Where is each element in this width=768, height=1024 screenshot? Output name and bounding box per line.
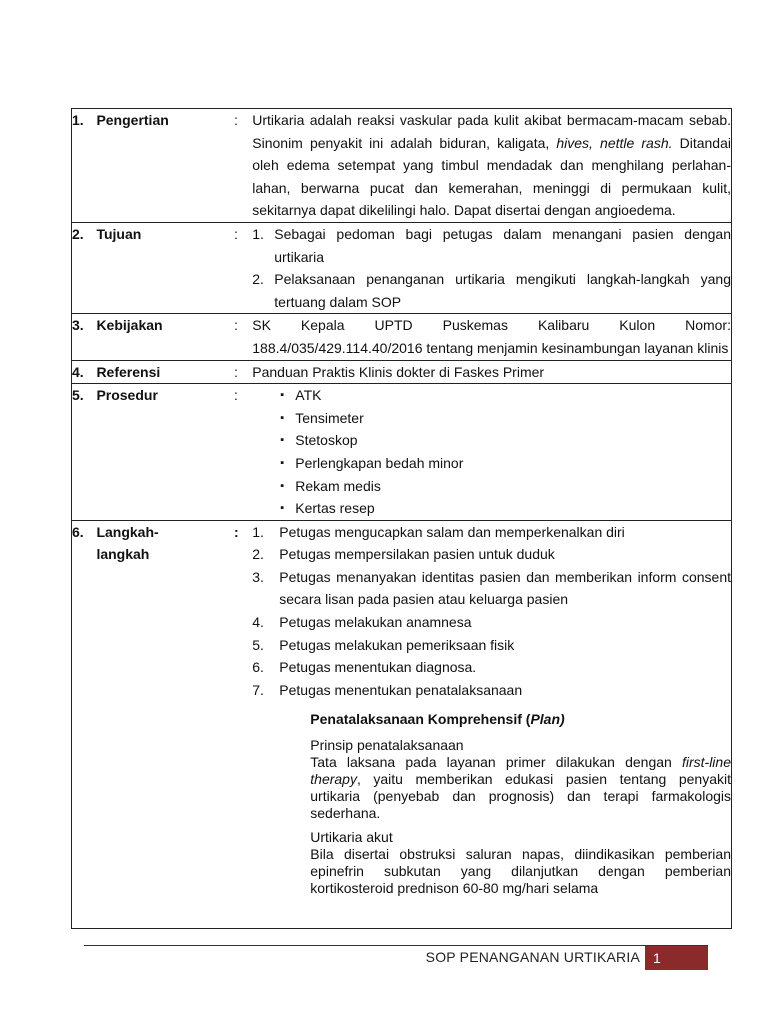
prinsip-text-b: , yaitu memberikan edukasi pasien tentang penyakit urtikaria (penyebab dan prognosis) dan terapi farmakologis sederhana. bbox=[310, 771, 731, 822]
row-colon: : bbox=[233, 363, 238, 380]
bullet-icon: ▪ bbox=[280, 389, 285, 402]
list-item-text: Sebagai pedoman bagi petugas dalam menangani pasien dengan urtikaria bbox=[274, 225, 731, 265]
list-item bbox=[278, 475, 731, 498]
row-colon: : bbox=[233, 112, 238, 128]
pengertian-text bbox=[252, 109, 731, 222]
penatalaksanaan-title-italic: Plan) bbox=[530, 711, 565, 728]
row-number: 1. bbox=[72, 112, 84, 128]
row-colon: : bbox=[233, 387, 238, 404]
row-prosedur bbox=[72, 384, 731, 521]
prinsip-heading: Prinsip penatalaksanaan bbox=[310, 737, 464, 754]
row-label-line1: Langkah- bbox=[96, 523, 159, 540]
bullet-icon: ▪ bbox=[280, 456, 285, 469]
list-item-number: 6. bbox=[252, 659, 264, 676]
row-label-line2: langkah bbox=[96, 546, 150, 563]
row-label: Referensi bbox=[96, 363, 161, 380]
row-number: 4. bbox=[72, 363, 84, 380]
list-item-text: Pelaksanaan penanganan urtikaria mengikuti langkah-langkah yang tertuang dalam SOP bbox=[274, 271, 731, 310]
bullet-icon: ▪ bbox=[280, 502, 285, 515]
row-kebijakan bbox=[72, 314, 731, 360]
list-item-number: 1. bbox=[252, 523, 264, 540]
list-item bbox=[252, 611, 731, 634]
list-item bbox=[278, 384, 731, 407]
akut-paragraph bbox=[310, 829, 731, 897]
footer-title: SOP PENANGANAN URTIKARIA bbox=[425, 949, 640, 965]
bullet-icon: ▪ bbox=[280, 434, 285, 447]
footer-divider bbox=[84, 945, 708, 946]
list-item-number: 3. bbox=[252, 568, 264, 585]
list-item-number: 2. bbox=[252, 546, 264, 563]
list-item-number: 7. bbox=[252, 681, 264, 698]
list-item-text: Petugas mempersilakan pasien untuk duduk bbox=[279, 546, 555, 563]
row-referensi bbox=[72, 360, 731, 384]
row-label bbox=[96, 520, 234, 904]
list-item-number: 4. bbox=[252, 614, 264, 631]
list-item bbox=[252, 543, 731, 566]
kebijakan-text: SK Kepala UPTD Puskemas Kalibaru Kulon Nomor: 188.4/035/429.114.40/2016 tentang menjamin kesinambungan layanan klinis bbox=[252, 317, 731, 356]
list-item-number: 5. bbox=[252, 636, 264, 653]
bullet-icon: ▪ bbox=[280, 411, 285, 424]
langkah-list bbox=[252, 521, 731, 702]
row-label: Kebijakan bbox=[96, 317, 163, 334]
list-item-number: 1. bbox=[252, 225, 264, 242]
row-tujuan bbox=[72, 222, 731, 313]
list-item bbox=[252, 634, 731, 657]
list-item bbox=[252, 656, 731, 679]
row-colon: : bbox=[233, 317, 238, 334]
list-item-text: Petugas melakukan pemeriksaan fisik bbox=[279, 636, 515, 653]
list-item-text: Stetoskop bbox=[295, 432, 358, 449]
list-item-text: Petugas menanyakan identitas pasien dan memberikan inform consent secara lisan pada pasien atau keluarga pasien bbox=[279, 568, 731, 608]
pengertian-text-b: Ditandai oleh edema setempat yang timbul mendadak dan menghilang perlahan-lahan, berwarna pucat dan kemerahan, meninggi di permukaan kulit, sekitarnya dapat dikelilingi halo. Dapat disertai dengan angioedema. bbox=[252, 134, 731, 219]
list-item bbox=[252, 566, 731, 611]
row-number: 3. bbox=[72, 317, 84, 334]
row-label: Tujuan bbox=[96, 225, 142, 242]
pengertian-text-italic: hives, nettle rash. bbox=[556, 134, 673, 151]
sop-table-frame bbox=[71, 108, 732, 929]
list-item bbox=[278, 429, 731, 452]
prinsip-text-italic: first-line therapy bbox=[310, 754, 731, 788]
page-number: 1 bbox=[645, 946, 708, 970]
list-item-number: 2. bbox=[252, 271, 264, 288]
row-langkah bbox=[72, 520, 731, 904]
list-item-text: Petugas melakukan anamnesa bbox=[279, 614, 472, 631]
list-item-text: Petugas menentukan diagnosa. bbox=[279, 659, 477, 676]
list-item bbox=[278, 497, 731, 520]
prinsip-paragraph bbox=[310, 737, 731, 822]
row-number: 2. bbox=[72, 225, 84, 242]
row-number: 5. bbox=[72, 387, 84, 404]
bullet-icon: ▪ bbox=[280, 479, 285, 492]
row-pengertian bbox=[72, 109, 731, 222]
prosedur-content bbox=[252, 384, 731, 521]
langkah-content bbox=[252, 520, 731, 904]
list-item-text: Rekam medis bbox=[295, 477, 381, 494]
prosedur-list bbox=[252, 384, 731, 520]
list-item-text: Petugas mengucapkan salam dan memperkenalkan diri bbox=[279, 523, 625, 540]
list-item-text: ATK bbox=[295, 387, 322, 404]
list-item-text: Tensimeter bbox=[295, 409, 364, 426]
penatalaksanaan-title bbox=[310, 711, 731, 728]
tujuan-list bbox=[252, 223, 731, 313]
row-colon: : bbox=[233, 225, 238, 242]
penatalaksanaan-title-a: Penatalaksanaan Komprehensif ( bbox=[310, 711, 531, 728]
list-item bbox=[278, 407, 731, 430]
akut-heading: Urtikaria akut bbox=[310, 829, 393, 846]
list-item-text: Petugas menentukan penatalaksanaan bbox=[279, 681, 523, 698]
list-item bbox=[252, 521, 731, 544]
list-item-text: Perlengkapan bedah minor bbox=[295, 454, 464, 471]
list-item bbox=[278, 452, 731, 475]
akut-text: Bila disertai obstruksi saluran napas, diindikasikan pemberian epinefrin subkutan yang dilanjutkan dengan pemberian kortikosteroid prednison 60-80 mg/hari selama bbox=[310, 846, 731, 897]
list-item bbox=[252, 679, 731, 702]
list-item bbox=[252, 223, 731, 268]
row-label: Prosedur bbox=[96, 387, 158, 404]
pengertian-text-a: Urtikaria adalah reaksi vaskular pada kulit akibat bermacam-macam sebab. Sinonim penyakit ini adalah biduran, kaligata, bbox=[252, 112, 731, 151]
list-item bbox=[252, 268, 731, 313]
row-label: Pengertian bbox=[96, 112, 169, 128]
row-colon: : bbox=[233, 523, 239, 540]
sop-table bbox=[72, 109, 731, 904]
tujuan-content bbox=[252, 222, 731, 313]
row-number: 6. bbox=[72, 523, 84, 540]
prinsip-text-a: Tata laksana pada layanan primer dilakukan dengan bbox=[310, 754, 682, 771]
referensi-text: Panduan Praktis Klinis dokter di Faskes Primer bbox=[252, 363, 545, 380]
penatalaksanaan-block bbox=[252, 701, 731, 897]
list-item-text: Kertas resep bbox=[295, 500, 375, 517]
